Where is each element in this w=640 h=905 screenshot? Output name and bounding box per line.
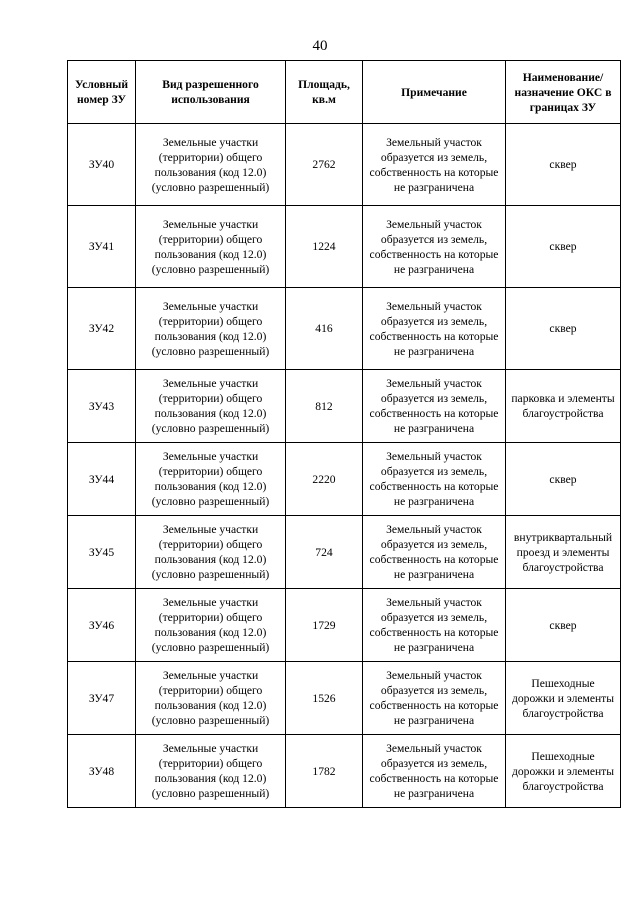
- header-permitted-use: Вид разрешенного использования: [136, 61, 286, 124]
- plot-number-cell: ЗУ46: [68, 589, 136, 662]
- note-cell: Земельный участок образуется из земель, собственность на которые не разграничена: [363, 516, 506, 589]
- permitted-use-cell: Земельные участки (территории) общего пользования (код 12.0) (условно разрешенный): [136, 288, 286, 370]
- permitted-use-cell: Земельные участки (территории) общего пользования (код 12.0) (условно разрешенный): [136, 735, 286, 808]
- permitted-use-cell: Земельные участки (территории) общего пользования (код 12.0) (условно разрешенный): [136, 516, 286, 589]
- area-cell: 416: [286, 288, 363, 370]
- area-cell: 1782: [286, 735, 363, 808]
- plot-number-cell: ЗУ44: [68, 443, 136, 516]
- permitted-use-cell: Земельные участки (территории) общего пользования (код 12.0) (условно разрешенный): [136, 206, 286, 288]
- land-plots-table: [67, 60, 621, 808]
- table-row: [68, 124, 621, 206]
- plot-number-cell: ЗУ45: [68, 516, 136, 589]
- note-cell: Земельный участок образуется из земель, собственность на которые не разграничена: [363, 124, 506, 206]
- table-row: [68, 662, 621, 735]
- permitted-use-cell: Земельные участки (территории) общего пользования (код 12.0) (условно разрешенный): [136, 370, 286, 443]
- table-row: [68, 589, 621, 662]
- oks-purpose-cell: сквер: [506, 124, 621, 206]
- area-cell: 2762: [286, 124, 363, 206]
- plot-number-cell: ЗУ47: [68, 662, 136, 735]
- note-cell: Земельный участок образуется из земель, собственность на которые не разграничена: [363, 735, 506, 808]
- note-cell: Земельный участок образуется из земель, собственность на которые не разграничена: [363, 662, 506, 735]
- note-cell: Земельный участок образуется из земель, собственность на которые не разграничена: [363, 206, 506, 288]
- oks-purpose-cell: сквер: [506, 589, 621, 662]
- area-cell: 812: [286, 370, 363, 443]
- area-cell: 1729: [286, 589, 363, 662]
- table-row: [68, 206, 621, 288]
- oks-purpose-cell: сквер: [506, 206, 621, 288]
- note-cell: Земельный участок образуется из земель, собственность на которые не разграничена: [363, 288, 506, 370]
- plot-number-cell: ЗУ43: [68, 370, 136, 443]
- table-row: [68, 735, 621, 808]
- area-cell: 2220: [286, 443, 363, 516]
- table-row: [68, 516, 621, 589]
- permitted-use-cell: Земельные участки (территории) общего пользования (код 12.0) (условно разрешенный): [136, 124, 286, 206]
- header-area: Площадь, кв.м: [286, 61, 363, 124]
- oks-purpose-cell: сквер: [506, 288, 621, 370]
- oks-purpose-cell: внутриквартальный проезд и элементы благоустройства: [506, 516, 621, 589]
- header-note: Примечание: [363, 61, 506, 124]
- header-oks-purpose: Наименование/ назначение ОКС в границах ЗУ: [506, 61, 621, 124]
- permitted-use-cell: Земельные участки (территории) общего пользования (код 12.0) (условно разрешенный): [136, 662, 286, 735]
- oks-purpose-cell: Пешеходные дорожки и элементы благоустройства: [506, 662, 621, 735]
- header-plot-number: Условный номер ЗУ: [68, 61, 136, 124]
- area-cell: 724: [286, 516, 363, 589]
- page-number: 40: [312, 38, 328, 54]
- note-cell: Земельный участок образуется из земель, собственность на которые не разграничена: [363, 443, 506, 516]
- note-cell: Земельный участок образуется из земель, собственность на которые не разграничена: [363, 370, 506, 443]
- plot-number-cell: ЗУ41: [68, 206, 136, 288]
- oks-purpose-cell: парковка и элементы благоустройства: [506, 370, 621, 443]
- plot-number-cell: ЗУ40: [68, 124, 136, 206]
- permitted-use-cell: Земельные участки (территории) общего пользования (код 12.0) (условно разрешенный): [136, 589, 286, 662]
- area-cell: 1224: [286, 206, 363, 288]
- plot-number-cell: ЗУ42: [68, 288, 136, 370]
- table-row: [68, 443, 621, 516]
- permitted-use-cell: Земельные участки (территории) общего пользования (код 12.0) (условно разрешенный): [136, 443, 286, 516]
- table-row: [68, 370, 621, 443]
- oks-purpose-cell: сквер: [506, 443, 621, 516]
- area-cell: 1526: [286, 662, 363, 735]
- oks-purpose-cell: Пешеходные дорожки и элементы благоустройства: [506, 735, 621, 808]
- table-header-row: [68, 61, 621, 124]
- note-cell: Земельный участок образуется из земель, собственность на которые не разграничена: [363, 589, 506, 662]
- plot-number-cell: ЗУ48: [68, 735, 136, 808]
- table-row: [68, 288, 621, 370]
